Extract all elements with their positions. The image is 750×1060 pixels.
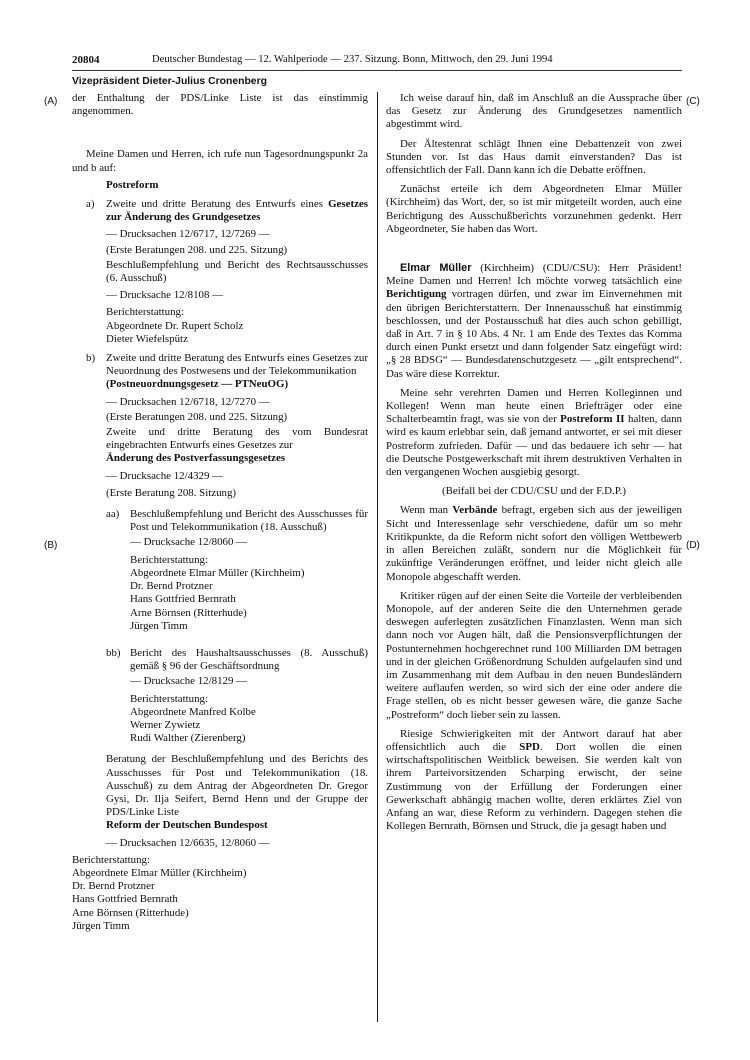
agenda-item-c-reporters [72,854,368,933]
applause-note: (Beifall bei der CDU/CSU und der F.D.P.) [442,485,626,498]
margin-marker-d: (D) [686,540,700,551]
paragraph: Wenn man Verbände befragt, ergeben sich aus der jeweiligen Sicht und Interessenlage sehr verschiedene, dafür um so mehr Kritikpunkte, da die Reform nicht sofort den völligen Wettbewerb in allen Bereichen zuläßt, sondern nur die Möglichkeit für zukünftige Veränderungen eröffnet, und leider nicht gleich alle Monopole abgeschafft werden. [386,504,682,583]
line: Berichterstattung: [130,692,209,705]
item-label: a) [86,198,95,211]
line: Berichterstattung: [72,853,151,866]
line: Hans Gottfried Bernrath [72,893,178,906]
item-label: b) [86,352,96,365]
paragraph: Ich weise darauf hin, daß im Anschluß an die Aussprache über das Gesetz zur Änderung des Grundgesetzes namentlich abgestimmt wird. [386,92,682,131]
drucksache: — Drucksache 12/8108 — [106,289,224,302]
line: (Erste Beratungen 208. und 225. Sitzung) [106,410,288,423]
drucksache: — Drucksache 12/8129 — [130,675,248,688]
agenda-item-b [72,352,368,745]
bold-title: Gesetzes zur Änderung des Grundgesetzes [106,198,368,224]
line: Jürgen Timm [72,919,130,932]
paragraph: Der Ältestenrat schlägt Ihnen eine Debattenzeit von zwei Stunden vor. Ist das Haus damit einverstanden? Das ist offensichtlich der Fall. Dann kann ich die Debatte eröffnen. [386,137,682,177]
paragraph: Zunächst erteile ich dem Abgeordneten Elmar Müller (Kirchheim) das Wort, der, so ist mir mitgeteilt worden, auch eine Berichtigung des Ausschußberichts vorzunehmen gedenkt. Herr Abgeordneter, Sie haben das Wort. [386,183,682,235]
bold-title: Reform der Deutschen Bundespost [106,819,268,832]
line: Abgeordnete Elmar Müller (Kirchheim) [130,566,305,579]
right-column [386,92,682,833]
line: Jürgen Timm [130,619,188,632]
paragraph: der Enthaltung der PDS/Linke Liste ist das einstimmig angenommen. [72,92,368,118]
paragraph: Riesige Schwierigkeiten mit der Antwort darauf hat aber offensichtlich auch die SPD. Dort wollen die einen wirtschaftspolitischen Weitblick beweisen. Sie werden kalt von ihrem Parteivorsitzenden Scharping erwischt, der seine Zustimmung von der Erfüllung der Forderungen einer Gewerkschaft abhängig machen wollte, deren erklärtes Ziel von Anfang an war, diese Reform zu verhindern. Dagegen stehen die Kollegen Bernrath, Börnsen und Struck, die ja gesagt haben und [386,727,683,833]
margin-marker-a: (A) [44,96,58,107]
item-text: Bericht des Haushaltsausschusses (8. Ausschuß) gemäß § 96 der Geschäftsordnung [130,646,368,673]
line: Abgeordnete Elmar Müller (Kirchheim) [72,866,247,879]
presiding-speaker: Vizepräsident Dieter-Julius Cronenberg [72,76,267,87]
item-label: aa) [106,508,120,521]
agenda-item-c [72,753,368,849]
drucksache: — Drucksachen 12/6717, 12/7269 — [106,228,270,241]
item-text: Zweite und dritte Beratung des Entwurfs eines Gesetzes zur Neuordnung des Postwesens und der Telekommunikation [106,352,368,378]
line: Hans Gottfried Bernrath [130,593,236,606]
line: Zweite und dritte Beratung des vom Bundesrat eingebrachten Entwurfs eines Gesetzes zur [106,426,368,452]
line: Rudi Walther (Zierenberg) [130,732,246,745]
line: Abgeordnete Dr. Rupert Scholz [106,319,244,332]
drucksache: — Drucksache 12/8060 — [130,536,248,549]
line: Arne Börnsen (Ritterhude) [130,606,247,619]
line: Abgeordnete Manfred Kolbe [130,705,256,718]
line: Dr. Bernd Protzner [72,880,155,893]
column-divider [377,92,378,1022]
line: Berichterstattung: [130,553,209,566]
drucksache: — Drucksache 12/4329 — [106,469,224,482]
item-text: Beschlußempfehlung und Bericht des Ausschusses für Post und Telekommunikation (18. Ausschuß) [130,508,368,534]
paragraph: Meine sehr verehrten Damen und Herren Kolleginnen und Kollegen! Wenn man heute einen Briefträger oder eine Schalterbeamtin fragt, was sie von der Postreform II halten, dann wird es kaum erlebbar sein, daß jemand antwortet, er sei mit dieser Postreform zufrieden. Dafür — und das bedauere ich sehr — hat die Deutsche Postgewerkschaft mit ihrem destruktiven Verhalten in den vergangenen Wochen ausgiebig gesorgt. [386,386,682,479]
agenda-item-a [72,198,368,346]
line: Arne Börnsen (Ritterhude) [72,906,189,919]
agenda-subitem-bb [106,647,368,745]
item-text: Beratung der Beschlußempfehlung und des Berichts des Ausschusses für Post und Telekommunikation (18. Ausschuß) zu dem Antrag der Abgeordneten Dr. Gregor Gysi, Dr. Ilja Seifert, Bernd Henn und der Gruppe der PDS/Linke Liste [106,753,368,819]
running-title: Deutscher Bundestag — 12. Wahlperiode — 237. Sitzung. Bonn, Mittwoch, den 29. Juni 1994 [152,54,553,65]
bold-title: (Postneuordnungsgesetz — PTNeuOG) [106,378,289,391]
item-label: bb) [106,646,121,659]
margin-marker-b: (B) [44,540,58,551]
speech-opening: Elmar Müller (Kirchheim) (CDU/CSU): Herr Präsident! Meine Damen und Herren! Ich möchte vorweg tatsächlich eine Berichtigung vortragen dürfen, und zwar im Einvernehmen mit den übrigen Berichterstattern. Der Innenausschuß hat einstimmig beschlossen, und der Postausschuß hat dies auch schon gebilligt, daß in Art. 7 in § 10 Abs. 4 Nr. 1 am Ende des Textes das Komma durch einen Punkt ersetzt und dann folgender Satz eingefügt wird: „§ 28 BDSG“ — Bundesdatenschutzgesetz — „gilt entsprechend“. Das wäre diese Korrektur. [386,262,682,380]
speaker-name: Elmar Müller [400,262,472,275]
page-header [72,54,682,71]
margin-marker-c: (C) [686,96,700,107]
item-text: Zweite und dritte Beratung des Entwurfs eines Gesetzes zur Änderung des Grundgesetzes [106,198,368,224]
line: (Erste Beratung 208. Sitzung) [106,486,237,499]
paragraph: Kritiker rügen auf der einen Seite die Vorteile der verbleibenden Monopole, auf der anderen Seite die den Unternehmen gerade deswegen auferlegten zusätzlichen Finanzlasten. Wenn man sich dann noch vor Augen hält, daß die Pensionsverpflichtungen der Postunternehmen hochgerechnet rund 100 Milliarden DM betragen und in der gleichen Größenordnung Schulden aufgelaufen sind und im Zusammenhang mit dem Aufbau in den neuen Bundesländern weitere auflaufen werden, so wird sich der eine oder andere die Frage stellen, ob es nicht besser gewesen wäre, die ganze Sache „Postreform“ doch lieber sein zu lassen. [386,589,682,721]
line: Dieter Wiefelspütz [106,332,188,345]
line: Beschlußempfehlung und Bericht des Rechtsausschusses (6. Ausschuß) [106,258,368,285]
drucksache: — Drucksachen 12/6718, 12/7270 — [106,395,270,408]
line: Werner Zywietz [130,718,201,731]
line: Berichterstattung: [106,306,185,319]
agenda-subitem-aa [106,508,368,633]
paragraph: Meine Damen und Herren, ich rufe nun Tagesordnungspunkt 2a und b auf: [72,148,368,174]
agenda-heading: Postreform [106,178,159,191]
line: Dr. Bernd Protzner [130,580,213,593]
bold-title: Änderung des Postverfassungsgesetzes [106,452,286,465]
line: (Erste Beratungen 208. und 225. Sitzung) [106,243,288,256]
page-number: 20804 [72,54,100,66]
left-column [72,92,368,933]
drucksache: — Drucksachen 12/6635, 12/8060 — [106,836,270,849]
